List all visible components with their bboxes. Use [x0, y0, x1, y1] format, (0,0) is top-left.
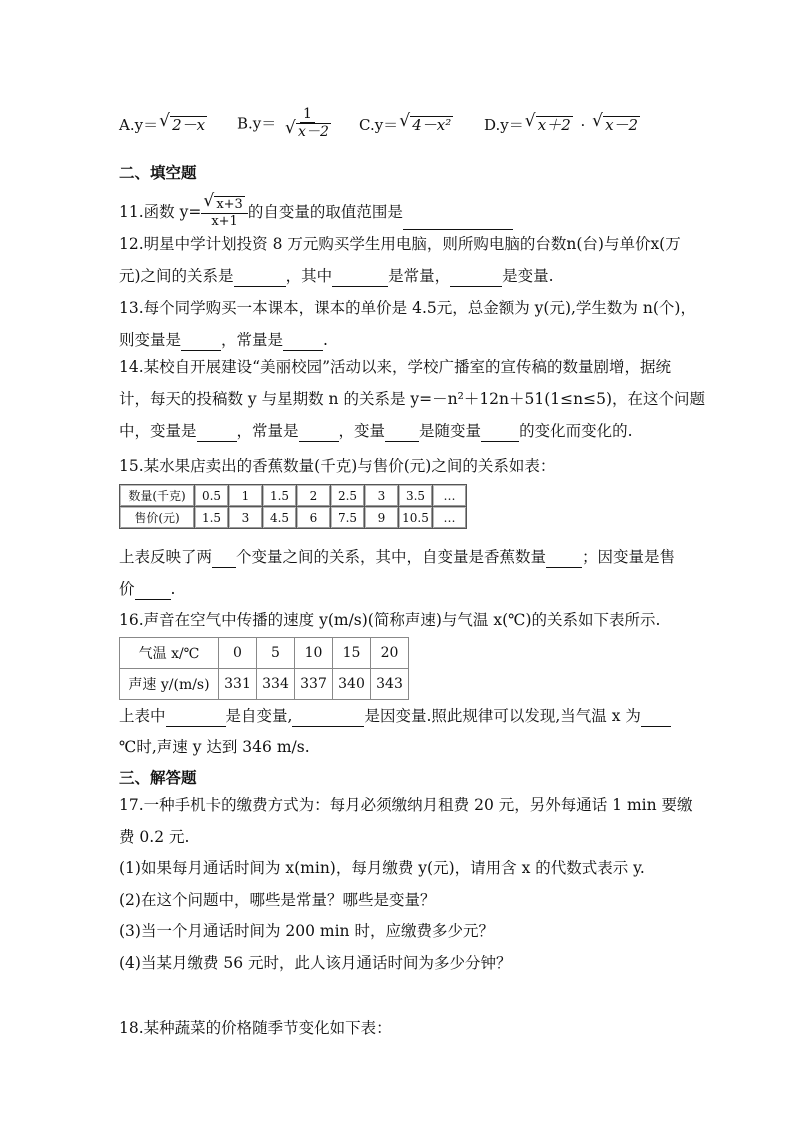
q14-text-b: ，常量是: [236, 422, 299, 440]
question-16-line-2: [119, 705, 671, 727]
q15-blank-1[interactable]: [212, 550, 236, 568]
question-14-line-3: [119, 420, 633, 442]
q13-text-c: .: [323, 331, 328, 349]
q12-blank-constant[interactable]: [332, 269, 388, 287]
table-row: [120, 485, 467, 507]
table-cell: 声速 y/(m/s): [120, 669, 219, 700]
table-row: [120, 669, 409, 700]
option-b: [237, 106, 334, 140]
q12-text-a: 元)之间的关系是: [119, 267, 234, 285]
question-17-line-2: 费 0.2 元.: [119, 828, 190, 846]
q12-blank-variable[interactable]: [450, 269, 502, 287]
question-13-line-2: [119, 329, 328, 351]
option-d-radicand-2: √ x－2: [603, 116, 640, 133]
q16-text-c: 是因变量.照此规律可以发现,当气温 x 为: [364, 707, 641, 725]
table-cell: 4.5: [263, 507, 297, 529]
q11-numerator: √ x+3: [214, 196, 245, 213]
q13-text-b: ，常量是: [221, 331, 284, 349]
q12-text-b: ，其中: [285, 267, 333, 285]
option-b-numerator: 1: [300, 106, 315, 123]
table-cell: 10.5: [399, 507, 433, 529]
option-a-label: A.y＝: [119, 116, 159, 134]
question-17-line-1: 17.一种手机卡的缴费方式为：每月必须缴纳月租费 20 元，另外每通话 1 min 要缴: [119, 796, 693, 814]
q14-text-a: 中，变量是: [119, 422, 197, 440]
q13-text-a: 则变量是: [119, 331, 182, 349]
table-cell: 0: [219, 638, 257, 669]
q14-blank-3[interactable]: [385, 424, 419, 442]
table-cell: …: [433, 485, 467, 507]
q16-text-a: 上表中: [119, 707, 166, 725]
section-fill-in-title: 二、填空题: [119, 163, 197, 182]
table-cell: 1.5: [263, 485, 297, 507]
q11-denominator: x+1: [211, 214, 238, 229]
banana-price-table: [119, 484, 467, 529]
sound-speed-table: [119, 637, 409, 700]
q14-text-d: 是随变量: [419, 422, 482, 440]
option-c-label: C.y＝: [359, 116, 399, 134]
table-cell: 数量(千克): [120, 485, 195, 507]
q16-blank-independent[interactable]: [166, 709, 226, 727]
table-cell: 5: [257, 638, 295, 669]
q14-text-c: ，变量: [338, 422, 386, 440]
q14-blank-1[interactable]: [197, 424, 237, 442]
table-cell: 7.5: [331, 507, 365, 529]
table-cell: 售价(元): [120, 507, 195, 529]
q15-text-a: 上表反映了两: [119, 548, 213, 566]
question-15-line-1: 15.某水果店卖出的香蕉数量(千克)与售价(元)之间的关系如表：: [119, 457, 556, 475]
option-d-dot: ·: [580, 116, 586, 134]
q12-text-d: 是变量.: [502, 267, 554, 285]
table-cell: 2: [297, 485, 331, 507]
table-cell: 331: [219, 669, 257, 700]
q12-blank-relation[interactable]: [234, 269, 286, 287]
table-cell: 9: [365, 507, 399, 529]
option-c: [359, 114, 453, 135]
q15-text-c: ；因变量是售: [582, 548, 676, 566]
q14-text-e: 的变化而变化的.: [519, 422, 633, 440]
option-b-radicand: √ x－2: [296, 123, 331, 140]
question-13-line-1: 13.每个同学购买一本课本，课本的单价是 4.5元，总金额为 y(元),学生数为 n(个)，: [119, 299, 696, 317]
table-cell: 6: [297, 507, 331, 529]
q14-blank-4[interactable]: [481, 424, 519, 442]
question-18-line-1: 18.某种蔬菜的价格随季节变化如下表：: [119, 1019, 392, 1037]
table-cell: …: [433, 507, 467, 529]
table-cell: 1: [229, 485, 263, 507]
question-15-line-2: [119, 546, 675, 568]
question-11: [119, 194, 513, 230]
option-d-radicand-1: √ x＋2: [536, 116, 573, 133]
option-a: [119, 114, 207, 135]
table-cell: 2.5: [331, 485, 365, 507]
table-cell: 15: [333, 638, 371, 669]
q12-text-c: 是常量，: [388, 267, 451, 285]
question-12-line-1: 12.明星中学计划投资 8 万元购买学生用电脑，则所购电脑的台数n(台)与单价x(万: [119, 235, 681, 253]
table-cell: 1.5: [195, 507, 229, 529]
q11-suffix: 的自变量的取值范围是: [247, 203, 403, 221]
q11-answer-blank[interactable]: [403, 212, 513, 230]
q16-blank-temperature[interactable]: [641, 709, 671, 727]
q16-text-b: 是自变量,: [225, 707, 293, 725]
option-c-radicand: √ 4－x²: [410, 116, 453, 133]
table-cell: 3: [365, 485, 399, 507]
question-16-line-3: ℃时,声速 y 达到 346 m/s.: [119, 738, 310, 756]
q13-blank-constant[interactable]: [283, 333, 323, 351]
option-d-label: D.y＝: [484, 116, 524, 134]
option-b-label: B.y＝: [237, 114, 277, 133]
question-17-part-3: (3)当一个月通话时间为 200 min 时，应缴费多少元？: [119, 922, 494, 940]
table-cell: 20: [371, 638, 409, 669]
table-cell: 343: [371, 669, 409, 700]
question-12-line-2: [119, 265, 554, 287]
table-cell: 340: [333, 669, 371, 700]
q13-blank-variable[interactable]: [181, 333, 221, 351]
question-17-part-1: (1)如果每月通话时间为 x(min)，每月缴费 y(元)，请用含 x 的代数式表示 y.: [119, 859, 645, 877]
q16-blank-dependent[interactable]: [292, 709, 364, 727]
option-b-fraction: [281, 106, 334, 140]
q11-fraction: [201, 196, 248, 230]
question-17-part-2: (2)在这个问题中，哪些是常量？哪些是变量？: [119, 891, 436, 909]
q15-blank-3[interactable]: [135, 582, 171, 600]
table-cell: 气温 x/℃: [120, 638, 219, 669]
table-row: [120, 638, 409, 669]
option-a-radicand: √ 2－x: [170, 116, 207, 133]
q15-blank-2[interactable]: [546, 550, 582, 568]
section-answer-title: 三、解答题: [119, 768, 197, 787]
question-16-line-1: 16.声音在空气中传播的速度 y(m/s)(简称声速)与气温 x(℃)的关系如下表所示.: [119, 611, 661, 629]
q15-text-b: 个变量之间的关系，其中，自变量是香蕉数量: [236, 548, 547, 566]
table-cell: 10: [295, 638, 333, 669]
question-14-line-1: 14.某校自开展建设“美丽校园”活动以来，学校广播室的宣传稿的数量剧增，据统: [119, 358, 672, 376]
q14-blank-2[interactable]: [299, 424, 339, 442]
q11-prefix: 11.函数 y=: [119, 203, 202, 221]
table-cell: 337: [295, 669, 333, 700]
table-cell: 0.5: [195, 485, 229, 507]
table-row: [120, 507, 467, 529]
table-cell: 3.5: [399, 485, 433, 507]
table-cell: 3: [229, 507, 263, 529]
question-15-line-3: [119, 578, 175, 600]
question-14-line-2: 计，每天的投稿数 y 与星期数 n 的关系是 y=－n²＋12n＋51(1≤n≤5)，在这个问题: [119, 390, 706, 408]
question-17-part-4: (4)当某月缴费 56 元时，此人该月通话时间为多少分钟？: [119, 954, 512, 972]
q15-text-d: 价: [119, 580, 135, 598]
table-cell: 334: [257, 669, 295, 700]
option-d: [484, 114, 640, 135]
q15-text-e: .: [170, 580, 176, 598]
